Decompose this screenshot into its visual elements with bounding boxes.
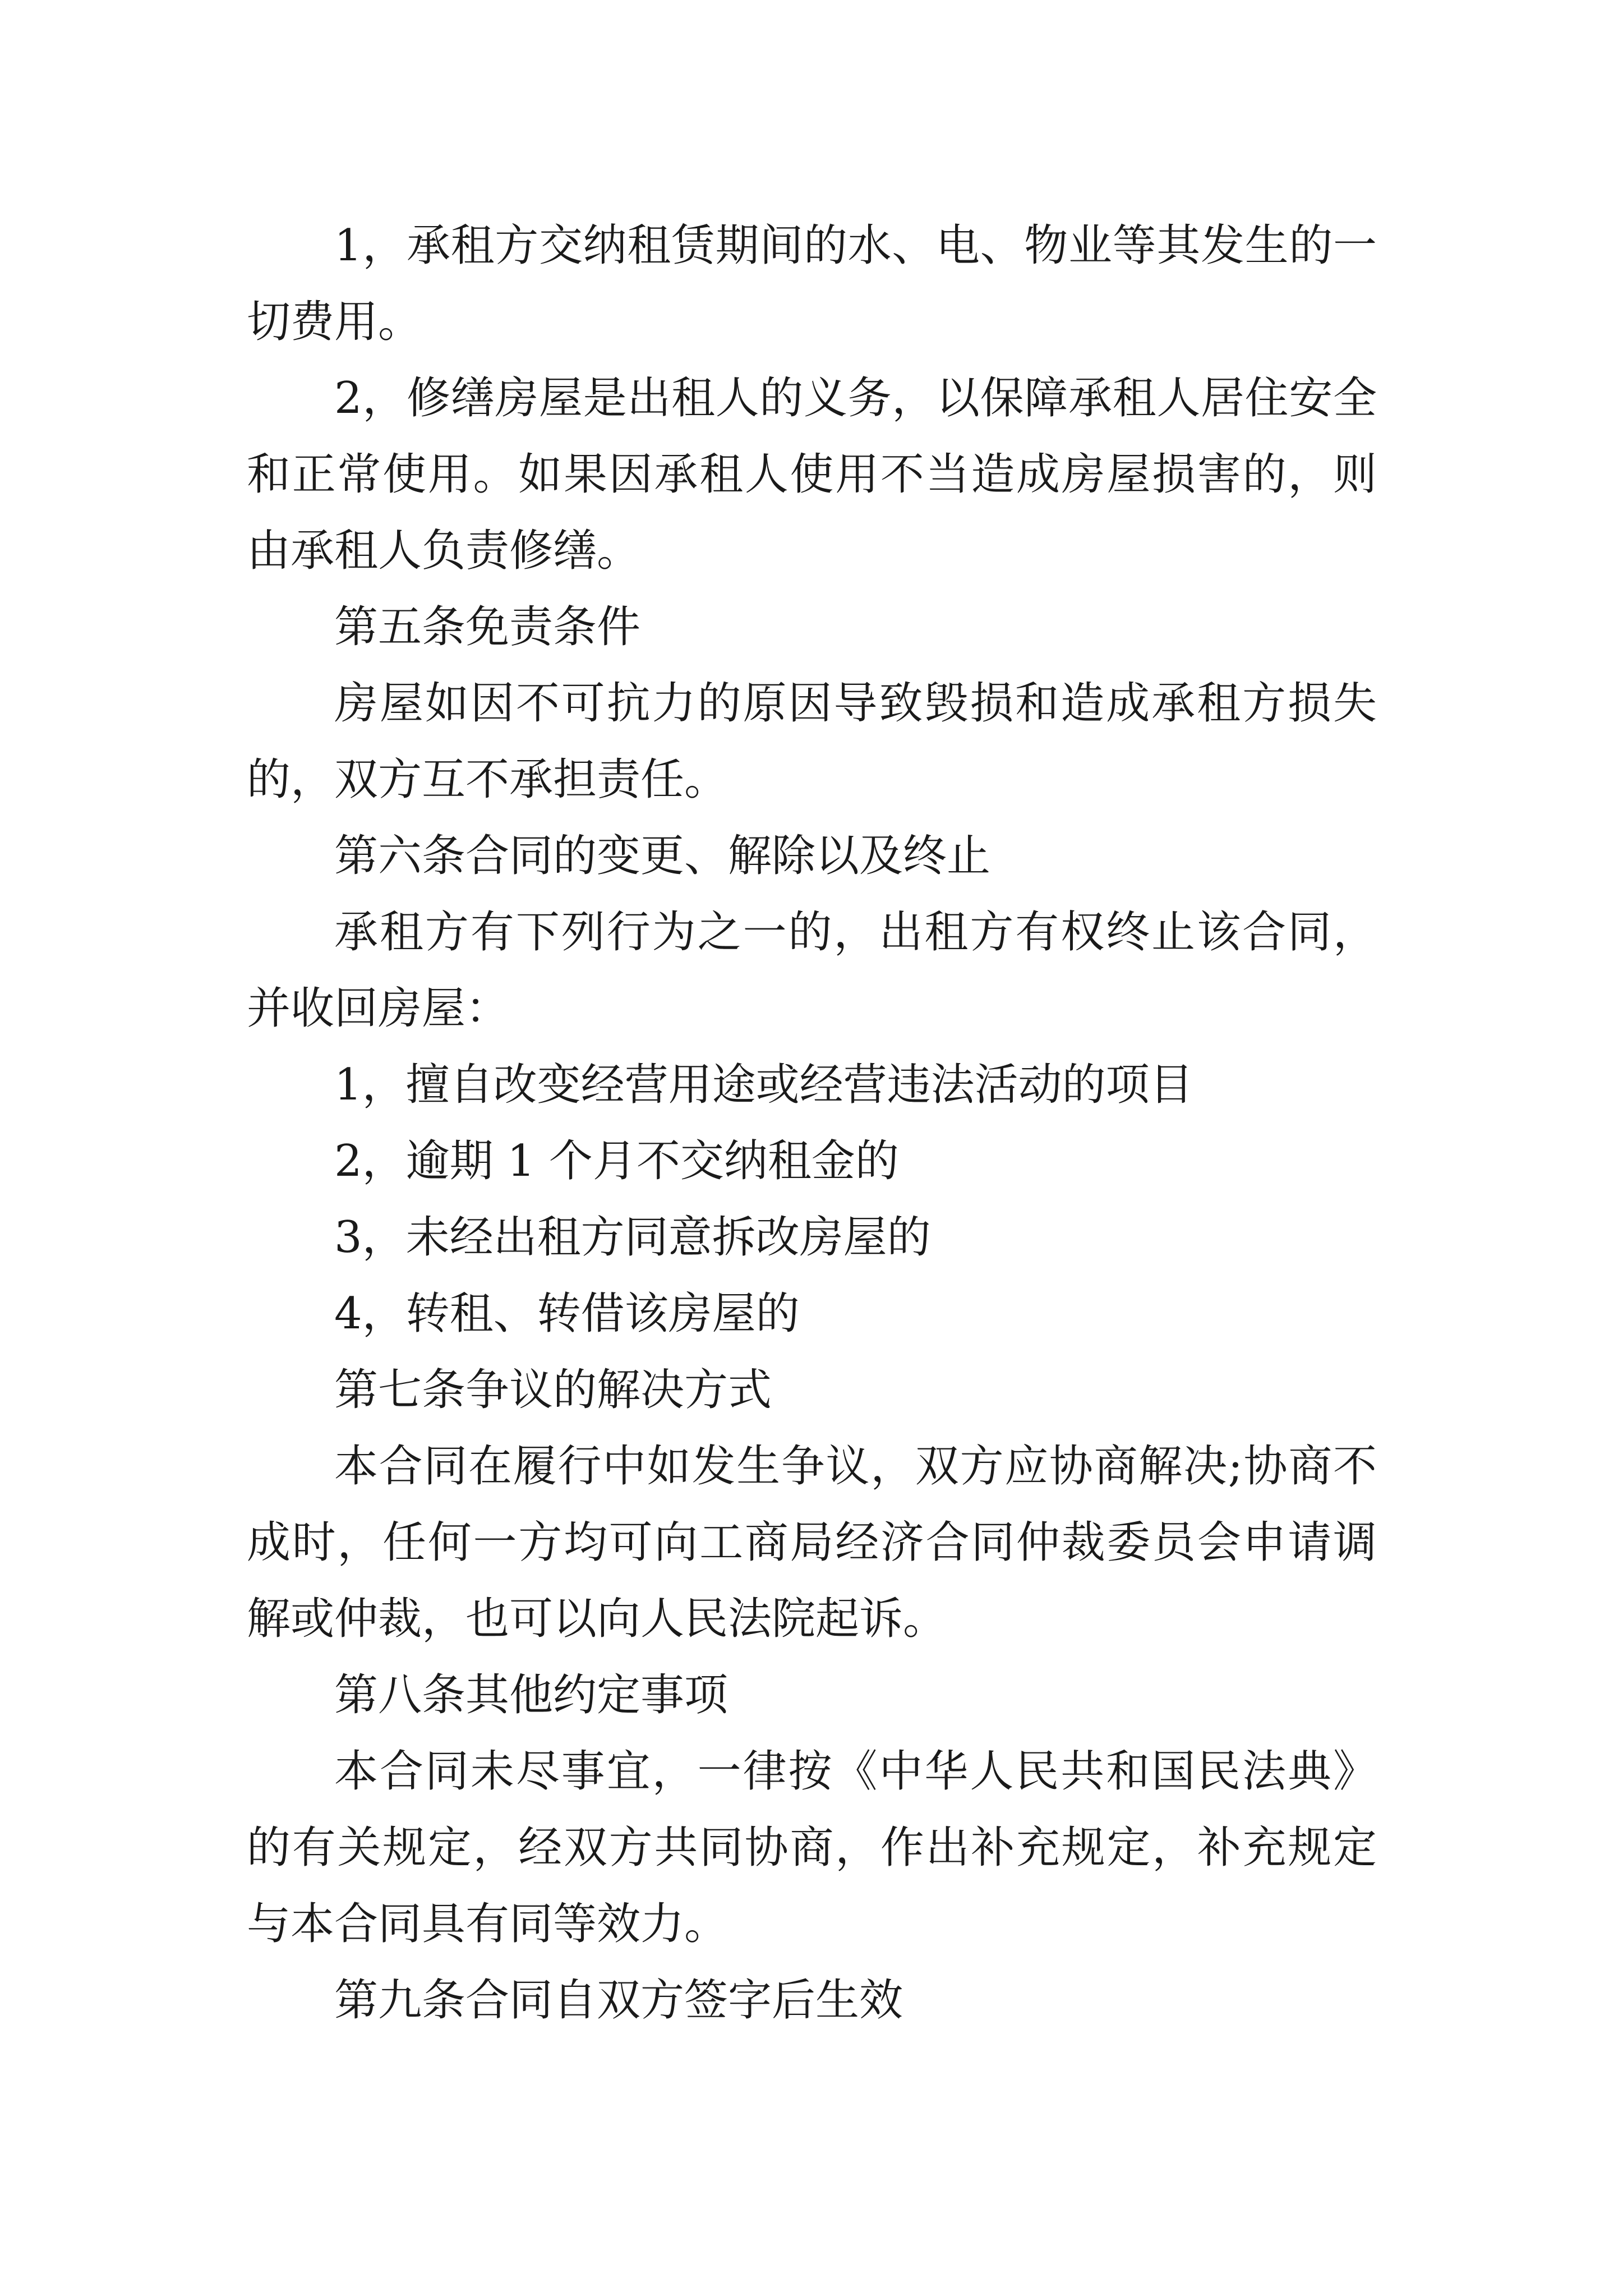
heading-article-5: 第五条免责条件 xyxy=(334,602,641,652)
list-item-termination-2: 2，逾期 1 个月不交纳租金的 xyxy=(334,1136,899,1186)
paragraph-repairs: 2，修缮房屋是出租人的义务，以保障承租人居住安全和正常使用。如果因承租人使用不当造成房屋损害的，则由承租人负责修缮。 xyxy=(247,373,1377,576)
paragraph-termination-intro: 承租方有下列行为之一的，出租方有权终止该合同，并收回房屋： xyxy=(247,907,1377,1034)
list-item-termination-3: 3，未经出租方同意拆改房屋的 xyxy=(334,1212,931,1263)
heading-article-6: 第六条合同的变更、解除以及终止 xyxy=(334,831,991,881)
list-item-termination-4: 4，转租、转借该房屋的 xyxy=(334,1289,800,1339)
paragraph-dispute: 本合同在履行中如发生争议，双方应协商解决;协商不成时，任何一方均可向工商局经济合同仲裁委员会申请调解或仲裁，也可以向人民法院起诉。 xyxy=(247,1441,1377,1644)
paragraph-force-majeure: 房屋如因不可抗力的原因导致毁损和造成承租方损失的，双方互不承担责任。 xyxy=(247,678,1377,805)
paragraph-other-matters: 本合同未尽事宜，一律按《中华人民共和国民法典》的有关规定，经双方共同协商，作出补充规定，补充规定与本合同具有同等效力。 xyxy=(247,1746,1377,1949)
paragraph-fees: 1，承租方交纳租赁期间的水、电、物业等其发生的一切费用。 xyxy=(247,220,1377,347)
heading-article-7: 第七条争议的解决方式 xyxy=(334,1365,772,1415)
heading-article-8: 第八条其他约定事项 xyxy=(334,1670,728,1720)
document-body xyxy=(247,208,1377,2039)
heading-article-9: 第九条合同自双方签字后生效 xyxy=(334,1975,903,2026)
list-item-termination-1: 1，擅自改变经营用途或经营违法活动的项目 xyxy=(334,1060,1193,1110)
